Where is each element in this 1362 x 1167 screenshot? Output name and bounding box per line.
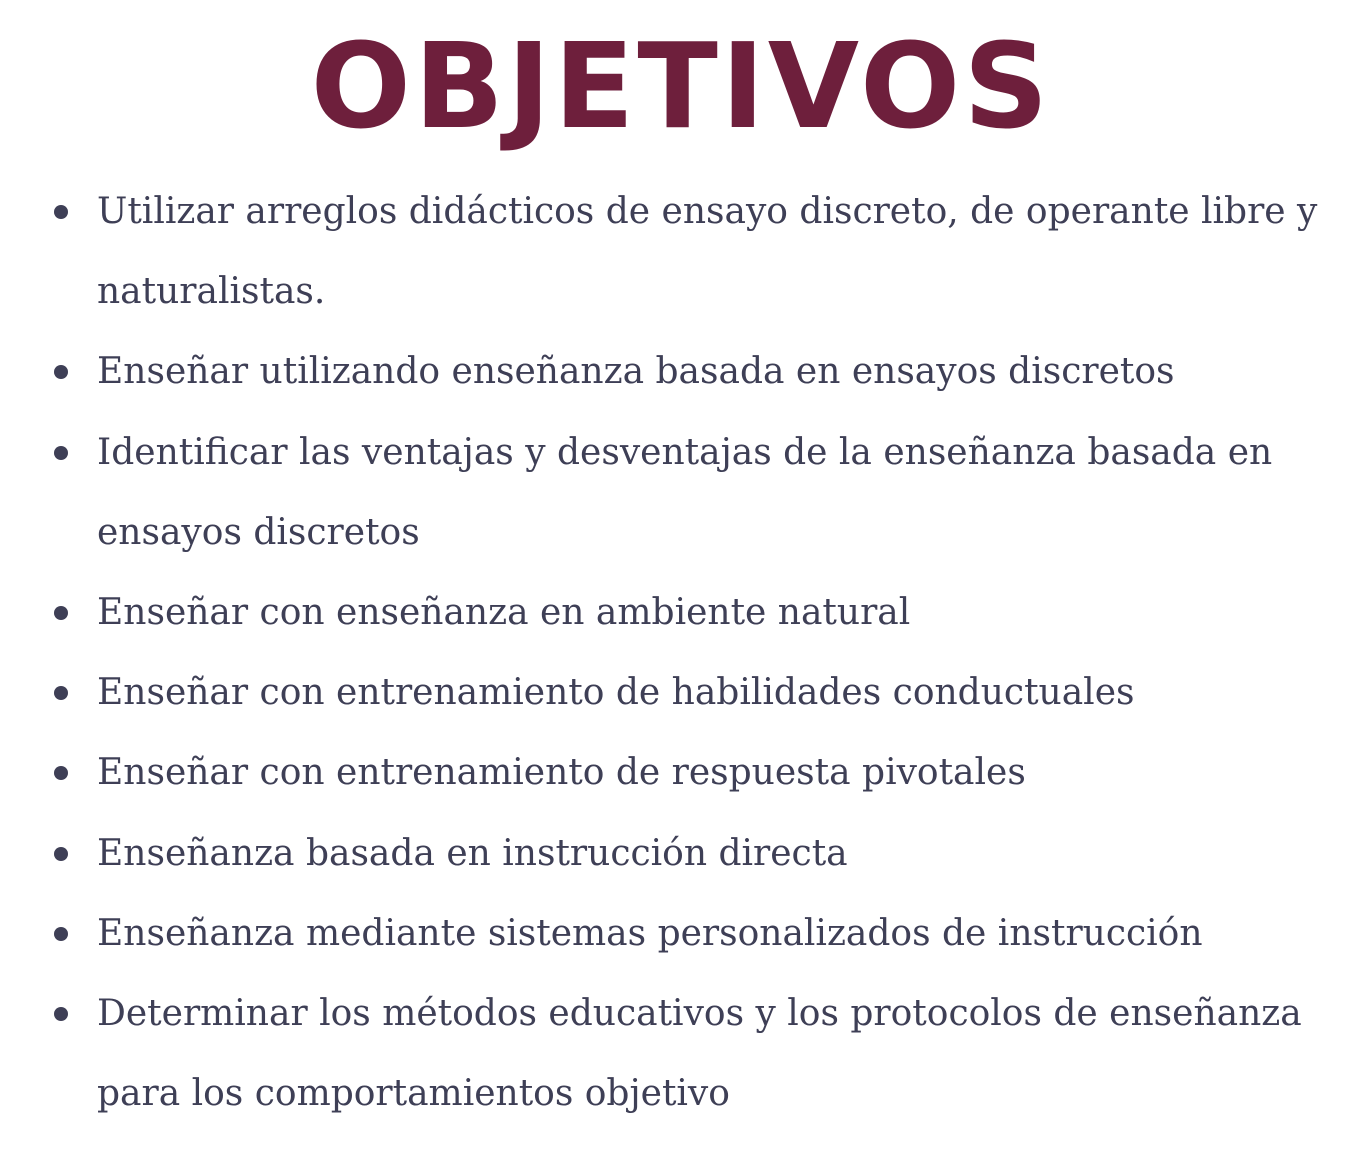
bullet-icon <box>54 446 68 460</box>
objective-item <box>0 413 1362 573</box>
objective-text: Utilizar arreglos didácticos de ensayo discreto, de operante libre y naturalistas. <box>97 191 1318 313</box>
bullet-icon <box>54 927 68 941</box>
objective-item <box>0 573 1362 653</box>
objective-item <box>0 974 1362 1134</box>
objective-text: Determinar los métodos educativos y los protocolos de enseñanza para los comportamientos objetivo <box>97 993 1302 1115</box>
objective-text: Identificar las ventajas y desventajas de la enseñanza basada en ensayos discretos <box>97 431 1273 553</box>
objective-text: Enseñar con entrenamiento de respuesta pivotales <box>97 752 1026 794</box>
objective-text: Enseñanza basada en instrucción directa <box>97 832 848 874</box>
bullet-icon <box>54 686 68 700</box>
bullet-icon <box>54 766 68 780</box>
objective-item <box>0 332 1362 412</box>
bullet-icon <box>54 847 68 861</box>
page-title: OBJETIVOS <box>310 17 1052 155</box>
objectives-list <box>0 172 1362 1134</box>
objective-item <box>0 894 1362 974</box>
objective-item <box>0 653 1362 733</box>
bullet-icon <box>54 1007 68 1021</box>
objective-item <box>0 814 1362 894</box>
bullet-icon <box>54 205 68 219</box>
objective-text: Enseñar utilizando enseñanza basada en ensayos discretos <box>97 351 1175 393</box>
bullet-icon <box>54 365 68 379</box>
bullet-icon <box>54 606 68 620</box>
objective-item <box>0 733 1362 813</box>
objective-item <box>0 172 1362 332</box>
objective-text: Enseñar con entrenamiento de habilidades conductuales <box>97 672 1135 714</box>
objective-text: Enseñar con enseñanza en ambiente natural <box>97 592 911 634</box>
objective-text: Enseñanza mediante sistemas personalizados de instrucción <box>97 912 1203 954</box>
